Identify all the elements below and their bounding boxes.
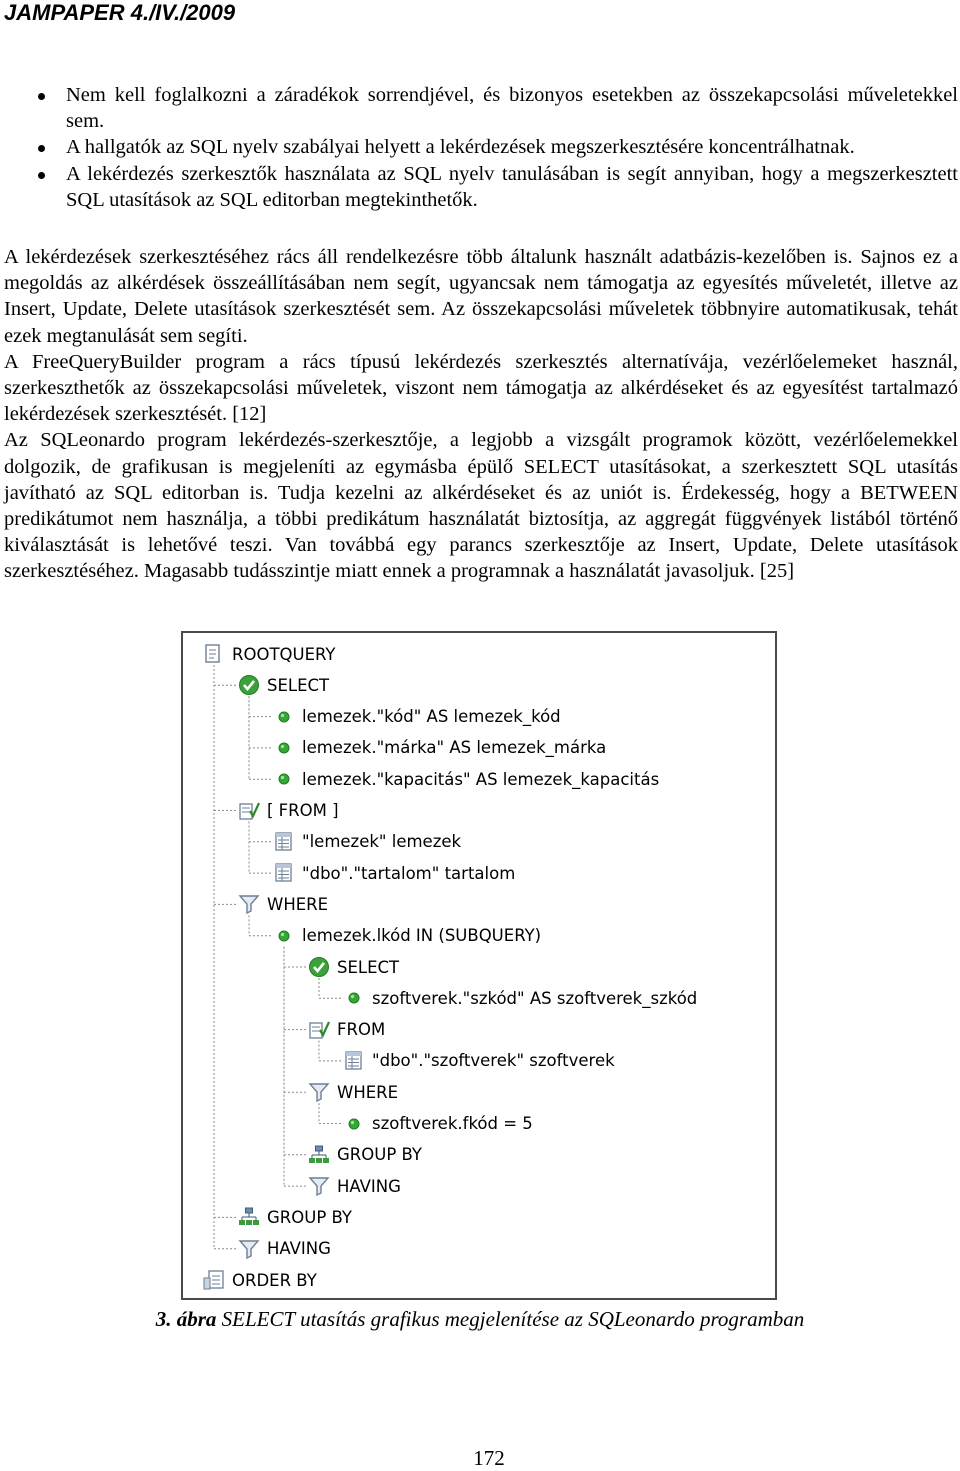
tree-node-label: SELECT [267, 675, 330, 695]
tree-node[interactable] [273, 766, 659, 792]
green-dot-icon [273, 925, 295, 947]
tree-connector-lines [183, 633, 775, 1298]
caption-number: 3. ábra [155, 1307, 217, 1331]
check-circle-icon [238, 674, 260, 696]
tree-node-label: szoftverek."szkód" AS szoftverek_szkód [372, 988, 698, 1008]
table-icon [273, 862, 295, 884]
bullet-item [4, 82, 958, 134]
tree-node-label: lemezek."márka" AS lemezek_márka [302, 738, 607, 758]
tree-node-label: lemezek.lkód IN (SUBQUERY) [302, 926, 542, 946]
filter-icon [238, 1238, 260, 1260]
tree-node-label: SELECT [337, 957, 400, 977]
group-by-icon [238, 1206, 260, 1228]
bullet-text: A lekérdezés szerkesztők használata az SQL nyelv tanulásában is segít annyiban, hogy a megszerkesztett SQL utasítások az SQL editorban megtekinthetők. [66, 162, 958, 211]
table-icon [273, 831, 295, 853]
tree-node[interactable] [203, 641, 336, 667]
caption-text: SELECT utasítás grafikus megjelenítése az SQLeonardo programban [221, 1307, 805, 1331]
page-number: 172 [473, 1446, 505, 1470]
tree-node[interactable] [238, 672, 329, 698]
bullet-icon [38, 145, 45, 152]
tree-node-label: "dbo"."szoftverek" szoftverek [372, 1051, 615, 1071]
order-by-icon [203, 1269, 225, 1291]
tree-node-label: lemezek."kapacitás" AS lemezek_kapacitás [302, 769, 660, 789]
from-icon [308, 1019, 330, 1041]
tree-node-label: WHERE [267, 894, 329, 914]
tree-node[interactable] [273, 923, 541, 949]
query-tree [183, 633, 775, 1298]
paragraph: A lekérdezések szerkesztéséhez rács áll rendelkezésre több általunk használt adatbázis-kezelőben is. Sajnos ez a megoldás az alkérdések összeállításában nem segít, ugyancsak nem támogatja az egyesítés műveletét, illetve az Insert, Update, Delete utasítások szerkesztését sem. Az összekapcsolási műveletek többnyire automatikusak, tehát ezek megtanulását sem segíti. [4, 246, 958, 347]
green-dot-icon [273, 737, 295, 759]
tree-node[interactable] [273, 860, 515, 886]
green-dot-icon [273, 706, 295, 728]
tree-node[interactable] [308, 1142, 422, 1168]
table-icon [343, 1050, 365, 1072]
tree-node-label: "dbo"."tartalom" tartalom [302, 863, 516, 883]
bullet-text: A hallgatók az SQL nyelv szabályai helyett a lekérdezések megszerkesztésére koncentrálhatnak. [66, 136, 855, 159]
tree-node[interactable] [203, 1267, 317, 1293]
tree-node[interactable] [308, 1173, 401, 1199]
tree-node[interactable] [238, 1204, 352, 1230]
tree-node[interactable] [308, 1079, 398, 1105]
tree-node[interactable] [308, 1017, 385, 1043]
green-dot-icon [343, 1113, 365, 1135]
from-icon [238, 800, 260, 822]
paragraph: Az SQLeonardo program lekérdezés-szerkesztője, a legjobb a vizsgált programok között, vezérlőelemekkel dolgozik, de grafikusan is megjeleníti az egymásba épülő SELECT utasításokat, a szerkesztett SQL utasítás javítható az SQL editorban is. Tudja kezelni az alkérdéseket és az uniót is. Érdekesség, hogy a BETWEEN predikátumot nem használja, a többi predikátum használatát biztosítja, az aggregát függvények listából történő kiválasztását is lehetővé teszi. Van továbbá egy parancs szerkesztője az Insert, Update, Delete utasítások szerkesztéséhez. Magasabb tudásszintje miatt ennek a programnak a használatát javasoljuk. [25] [4, 429, 958, 583]
tree-node[interactable] [343, 1111, 533, 1137]
filter-icon [308, 1081, 330, 1103]
group-by-icon [308, 1144, 330, 1166]
check-circle-icon [308, 956, 330, 978]
figure-caption [0, 1307, 960, 1332]
bullet-item [4, 161, 958, 213]
tree-node-label: [ FROM ] [267, 801, 339, 820]
tree-node-label: WHERE [337, 1082, 399, 1102]
green-dot-icon [273, 768, 295, 790]
tree-node[interactable] [238, 891, 328, 917]
tree-node[interactable] [273, 735, 606, 761]
tree-node[interactable] [273, 704, 561, 730]
body-text [4, 244, 958, 585]
tree-node-label: lemezek."kód" AS lemezek_kód [302, 707, 561, 727]
tree-node-label: ROOTQUERY [232, 644, 336, 664]
tree-node[interactable] [343, 985, 697, 1011]
bullet-item [4, 134, 958, 160]
tree-node-label: HAVING [337, 1176, 401, 1196]
filter-icon [238, 893, 260, 915]
journal-header: JAMPAPER 4./IV./2009 [4, 0, 236, 25]
green-dot-icon [343, 987, 365, 1009]
filter-icon [308, 1175, 330, 1197]
tree-node-label: HAVING [267, 1239, 331, 1259]
tree-node[interactable] [238, 798, 339, 824]
bullet-icon [38, 93, 45, 100]
tree-node-label: szoftverek.fkód = 5 [372, 1114, 533, 1133]
bullet-list [4, 82, 958, 213]
tree-node-label: "lemezek" lemezek [302, 832, 462, 852]
tree-node[interactable] [343, 1048, 615, 1074]
tree-node[interactable] [308, 954, 399, 980]
rootquery-icon [203, 643, 225, 665]
bullet-icon [38, 172, 45, 179]
tree-node[interactable] [273, 829, 461, 855]
bullet-text: Nem kell foglalkozni a záradékok sorrendjével, és bizonyos esetekben az összekapcsolási műveletekkel sem. [66, 84, 958, 133]
tree-node-label: GROUP BY [337, 1145, 423, 1165]
paragraph: A FreeQueryBuilder program a rács típusú lekérdezés szerkesztés alternatívája, vezérlőelemeket használ, szerkeszthetők az összekapcsolási műveletek, viszont nem támogatja az alkérdéseket és az egyesítést tartalmazó lekérdezések szerkesztését. [12] [4, 350, 958, 426]
query-tree-figure [181, 631, 777, 1300]
tree-node[interactable] [238, 1236, 331, 1262]
tree-node-label: ORDER BY [232, 1270, 317, 1290]
tree-node-label: GROUP BY [267, 1207, 353, 1227]
tree-node-label: FROM [337, 1020, 386, 1040]
